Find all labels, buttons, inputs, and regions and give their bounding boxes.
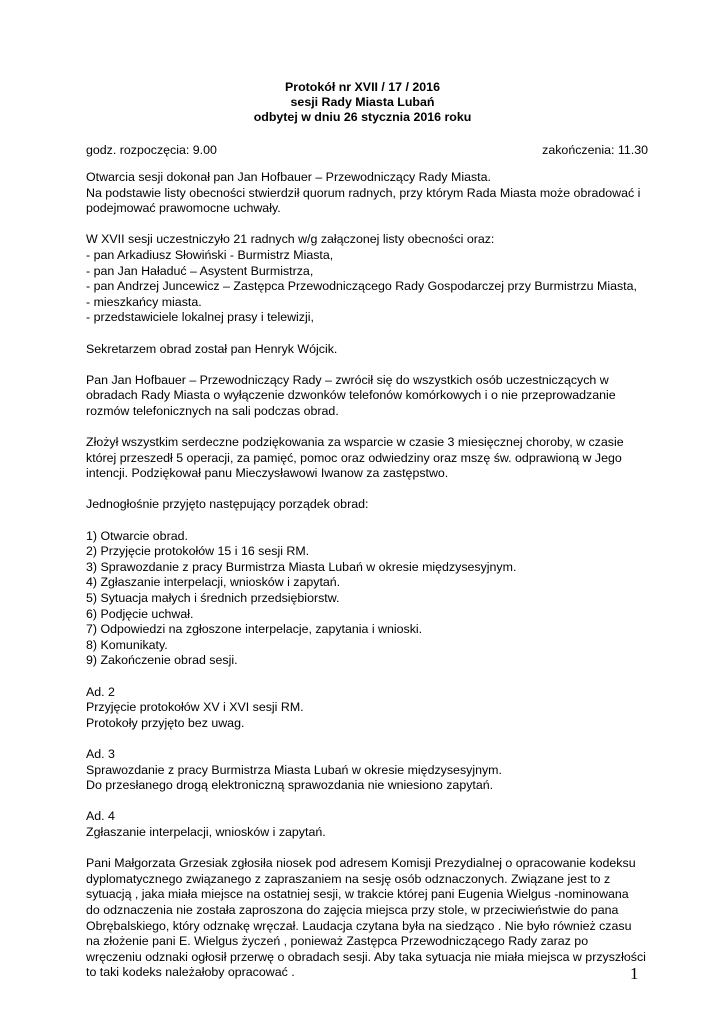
paragraph bbox=[86, 529, 648, 669]
session-times bbox=[86, 142, 648, 158]
text-line: 9) Zakończenie obrad sesji. bbox=[86, 653, 238, 668]
paragraph bbox=[86, 232, 648, 326]
text-line: 1) Otwarcie obrad. bbox=[86, 528, 188, 543]
text-line: 8) Komunikaty. bbox=[86, 637, 168, 652]
text-line: Do przesłanego drogą elektroniczną sprawozdania nie wniesiono zapytań. bbox=[86, 778, 494, 793]
paragraph bbox=[86, 856, 648, 981]
text-line: Ad. 4 bbox=[86, 809, 115, 824]
paragraph bbox=[86, 685, 648, 732]
text-line: - mieszkańcy miasta. bbox=[86, 294, 202, 309]
paragraph bbox=[86, 809, 648, 840]
text-line: to taki kodeks należałoby opracować . bbox=[86, 965, 295, 980]
text-line: sytuacją , jaka miała miejsce na ostatniej sesji, w trakcie której pani Eugenia Wielgus -nominowana bbox=[86, 887, 629, 902]
text-line: - pan Arkadiusz Słowiński - Burmistrz Miasta, bbox=[86, 247, 334, 262]
paragraph bbox=[86, 373, 648, 420]
text-line: 6) Podjęcie uchwał. bbox=[86, 606, 194, 621]
paragraph bbox=[86, 342, 648, 358]
text-line: W XVII sesji uczestniczyło 21 radnych w/g załączonej listy obecności oraz: bbox=[86, 232, 495, 247]
start-time: godz. rozpoczęcia: 9.00 bbox=[86, 143, 217, 157]
paragraph bbox=[86, 497, 648, 513]
text-line: Pan Jan Hofbauer – Przewodniczący Rady – zwrócił się do wszystkich osób uczestniczących w bbox=[86, 372, 609, 387]
text-line: Ad. 3 bbox=[86, 746, 115, 761]
text-line: dyplomatycznego związanego z zapraszaniem na sesję osób odznaczonych. Związane jest to z bbox=[86, 871, 611, 886]
text-line: - pan Andrzej Juncewicz – Zastępca Przewodniczącego Rady Gospodarczej przy Burmistrzu Miasta, bbox=[86, 279, 637, 294]
text-line: 2) Przyjęcie protokołów 15 i 16 sesji RM. bbox=[86, 544, 310, 559]
paragraph bbox=[86, 170, 648, 217]
document-title bbox=[0, 80, 725, 125]
end-time: zakończenia: 11.30 bbox=[542, 143, 648, 157]
paragraph bbox=[86, 435, 648, 482]
text-line: 3) Sprawozdanie z pracy Burmistrza Miasta Lubań w okresie międzysesyjnym. bbox=[86, 559, 517, 574]
text-line: Sprawozdanie z pracy Burmistrza Miasta Lubań w okresie międzysesyjnym. bbox=[86, 762, 502, 777]
text-line: rozmów telefonicznych na sali podczas obrad. bbox=[86, 403, 339, 418]
text-line: na złożenie pani E. Wielgus życzeń , ponieważ Zastępca Przewodniczącego Rady zaraz po bbox=[86, 934, 589, 949]
text-line: wręczeniu odznaki ogłosił przerwę o obradach sesji. Aby taka sytuacja nie miała miejsca w przyszłości bbox=[86, 949, 646, 964]
text-line: obradach Rady Miasta o wyłączenie dzwonków telefonów komórkowych i o nie przeprowadzanie bbox=[86, 388, 616, 403]
text-line: Protokoły przyjęto bez uwag. bbox=[86, 715, 245, 730]
text-line: Jednogłośnie przyjęto następujący porządek obrad: bbox=[86, 497, 369, 512]
text-line: - pan Jan Haładuć – Asystent Burmistrza, bbox=[86, 263, 314, 278]
text-line: Przyjęcie protokołów XV i XVI sesji RM. bbox=[86, 700, 304, 715]
page-number: 1 bbox=[630, 964, 639, 983]
text-line: której przeszedł 5 operacji, za pamięć, pomoc oraz odwiedziny oraz mszę św. odprawioną w Jego bbox=[86, 450, 622, 465]
text-line: Zgłaszanie interpelacji, wniosków i zapytań. bbox=[86, 824, 326, 839]
text-line: 4) Zgłaszanie interpelacji, wniosków i zapytań. bbox=[86, 575, 341, 590]
text-line: Złożył wszystkim serdeczne podziękowania za wsparcie w czasie 3 miesięcznej choroby, w czasie bbox=[86, 435, 624, 450]
text-line: Na podstawie listy obecności stwierdził quorum radnych, przy którym Rada Miasta może obradować i bbox=[86, 185, 641, 200]
text-line: 7) Odpowiedzi na zgłoszone interpelacje, zapytania i wnioski. bbox=[86, 622, 423, 637]
text-line: Obrębalskiego, który odznakę wręczał. Laudacja czytana była na siedząco . Nie było również czasu bbox=[86, 918, 632, 933]
paragraph bbox=[86, 747, 648, 794]
text-line: podejmować prawomocne uchwały. bbox=[86, 201, 281, 216]
title-line-3: odbytej w dniu 26 stycznia 2016 roku bbox=[253, 110, 472, 124]
text-line: Sekretarzem obrad został pan Henryk Wójcik. bbox=[86, 341, 338, 356]
document-body bbox=[86, 170, 648, 996]
text-line: - przedstawiciele lokalnej prasy i telewizji, bbox=[86, 310, 314, 325]
text-line: Pani Małgorzata Grzesiak zgłosiła niosek pod adresem Komisji Prezydialnej o opracowanie kodeksu bbox=[86, 856, 636, 871]
title-line-1: Protokół nr XVII / 17 / 2016 bbox=[285, 80, 440, 94]
text-line: Otwarcia sesji dokonał pan Jan Hofbauer – Przewodniczący Rady Miasta. bbox=[86, 170, 491, 184]
title-line-2: sesji Rady Miasta Lubań bbox=[290, 95, 435, 109]
text-line: intencji. Podziękował panu Mieczysławowi Iwanow za zastępstwo. bbox=[86, 466, 449, 481]
text-line: 5) Sytuacja małych i średnich przedsiębiorstw. bbox=[86, 591, 340, 606]
text-line: Ad. 2 bbox=[86, 684, 115, 699]
text-line: do odznaczenia nie została zaproszona do zajęcia miejsca przy stole, w przeciwieństwie do pana bbox=[86, 902, 619, 917]
